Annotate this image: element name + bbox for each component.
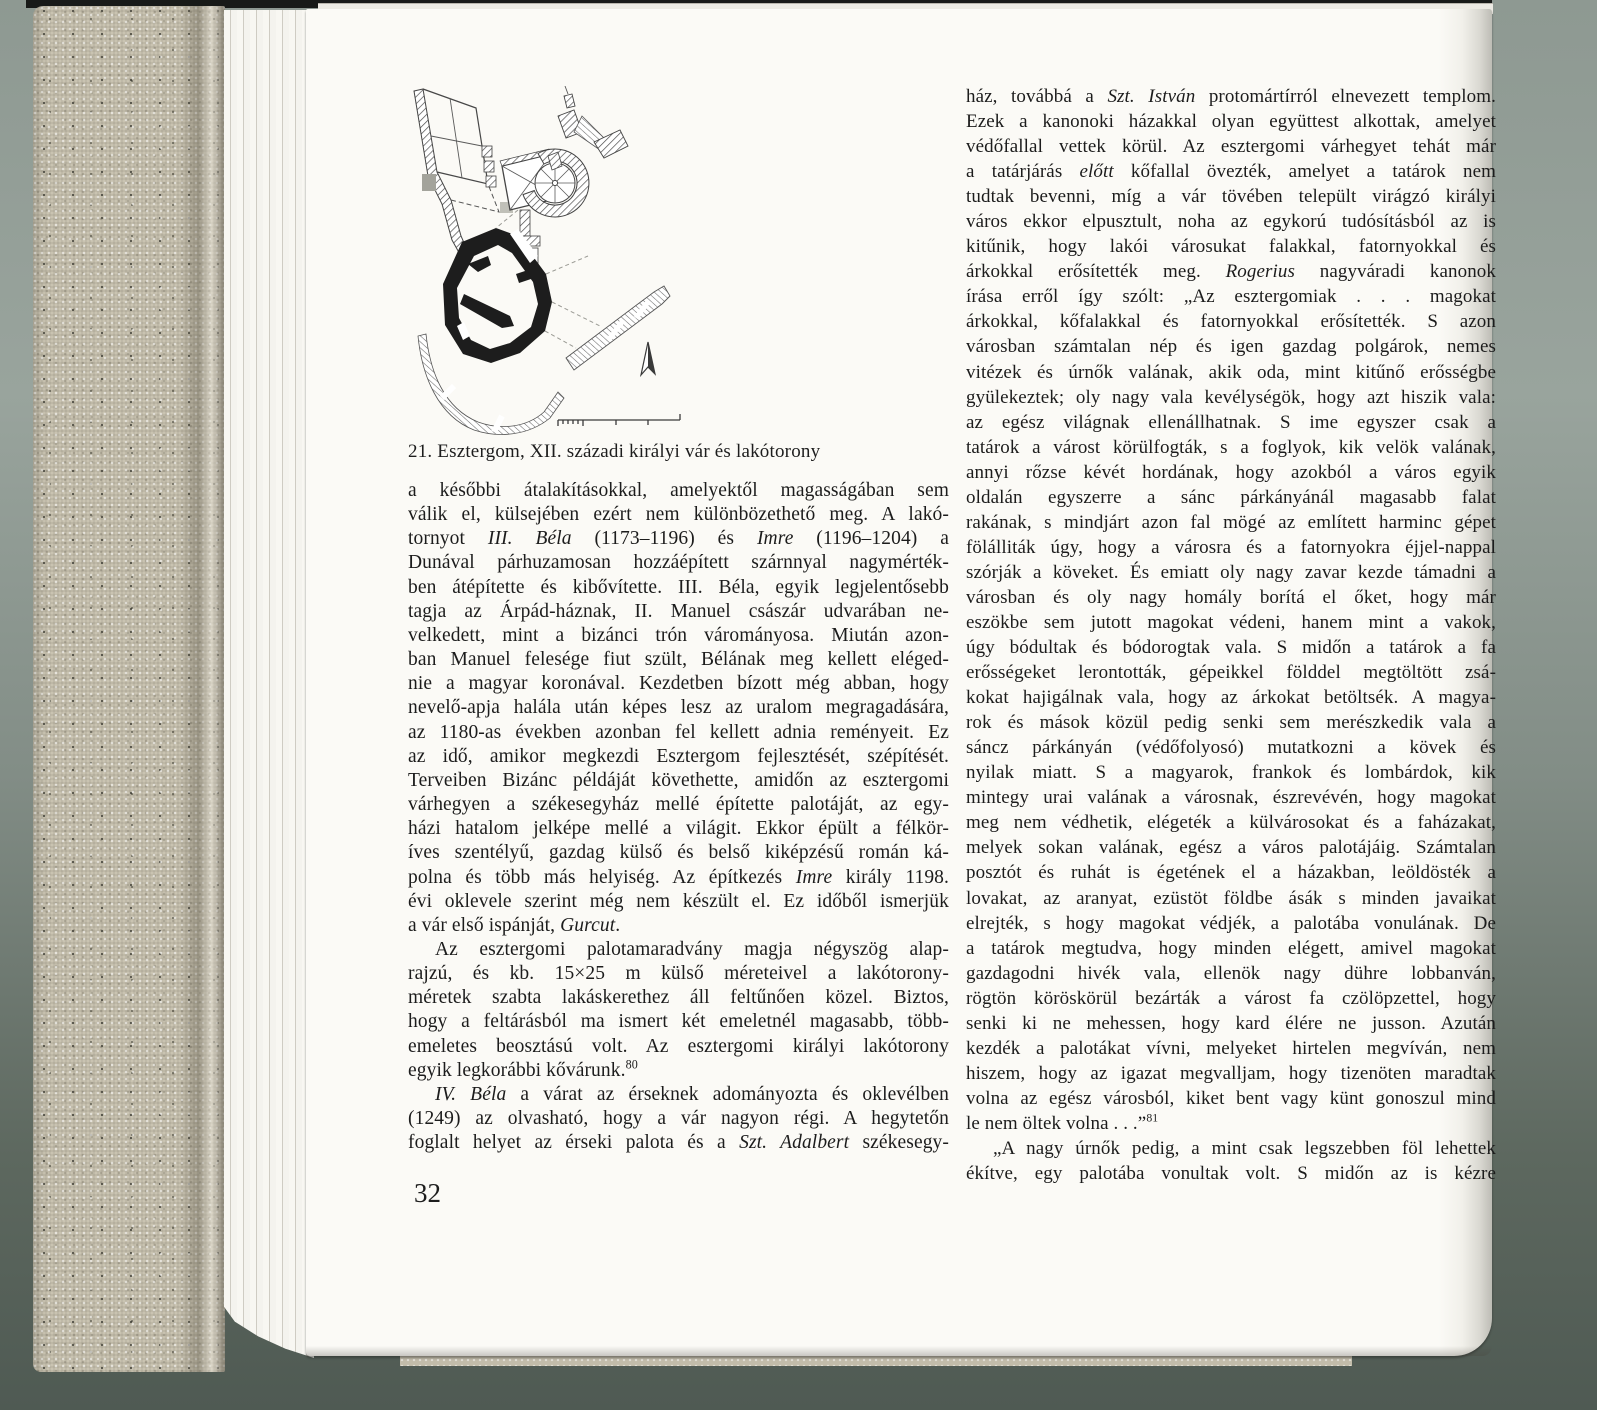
text-line: mintegy urai valának a városnak, észrevévén, hogy magokat bbox=[966, 787, 1496, 809]
text-line: városban számtalan nép és igen gazdag polgárok, nemes bbox=[966, 336, 1496, 358]
text-line: lovakat, az aranyat, ezüstöt földbe ásák s minden javaikat bbox=[966, 887, 1496, 909]
text-line: a későbbi átalakításokkal, amelyektől magasságában sem bbox=[408, 480, 949, 501]
text-line: Dunával párhuzamosan hozzáépített szárnnyal nagymérték- bbox=[408, 552, 949, 574]
text-line: ház, továbbá a Szt. István protomártírról elnevezett templom. bbox=[966, 86, 1496, 107]
scale-bar bbox=[558, 414, 680, 426]
text-line: az idő, amikor megkezdi Esztergom fejlesztését, szépítését. bbox=[408, 745, 949, 767]
text-line: oldalán egyszerre a sánc párkányánál magasabb falat bbox=[966, 486, 1496, 508]
text-line: IV. Béla a várat az érseknek adományozta és oklevélben bbox=[435, 1083, 949, 1105]
text-line: kokat hajigálnak vala, hogy az árkokat betöltsék. A magya- bbox=[966, 687, 1496, 709]
text-line: gyülekeztek; oly nagy vala kevélységök, hogy azt hiszik vala: bbox=[966, 386, 1496, 408]
text-line: velkedett, mint a bizánci trón várományosa. Miután azon- bbox=[408, 624, 949, 646]
text-line: szórják a köveket. És emiatt oly nagy zavar kezde támadni a bbox=[966, 561, 1496, 583]
floor-plan-drawing bbox=[398, 86, 708, 438]
text-line: annyi rőzse kévét hordának, hogy azokból a város egyik bbox=[966, 461, 1496, 483]
text-line: hogy a feltárásból ma ismert két emeletnél magasabb, több- bbox=[408, 1011, 949, 1033]
text-line: a tatárok megtudva, hogy minden elégett, amivel magokat bbox=[966, 937, 1496, 959]
text-line: válik el, külsejében ezért nem különbözethető meg. A lakó- bbox=[408, 504, 949, 526]
text-line: ékítve, egy palotába vonultak volt. S midőn az is kézre bbox=[966, 1163, 1496, 1185]
text-line: írása erről így szólt: „Az esztergomiak . . . magokat bbox=[966, 286, 1496, 308]
text-line: (1249) az olvasható, hogy a vár nagyon régi. A hegytetőn bbox=[408, 1108, 949, 1130]
text-line: volna az egész városból, kiket bent vagy künt gonoszul mind bbox=[966, 1087, 1496, 1109]
text-line: hiszem, hogy az igazat megvalljam, hogy tizenöten maradtak bbox=[966, 1062, 1496, 1084]
text-line: polna és több más helyiség. Az építkezés Imre király 1198. bbox=[408, 866, 950, 888]
text-line: melyek sokan valának, egész a város palotájáig. Számtalan bbox=[966, 837, 1496, 859]
text-line: erősségeket lerontották, gépeikkel földdel megtöltött zsá- bbox=[966, 662, 1496, 684]
text-line: gazdagodni hivék vala, ellenök nagy dühre lobbanván, bbox=[966, 962, 1496, 984]
text-line: árkokkal erősítették meg. Rogerius nagyváradi kanonok bbox=[966, 261, 1496, 283]
text-line: sáncz párkányán (védőfolyosó) mutatkozni a kövek és bbox=[966, 737, 1496, 759]
text-line: íves szentélyű, gazdag külső és belső kiképzésű román ká- bbox=[408, 842, 949, 864]
text-line: rok és mások közül pedig senki sem merészkedik vala a bbox=[966, 712, 1496, 734]
text-line: úgy bódultak és bódorogtak vala. S midőn a tatárok a fa bbox=[966, 637, 1496, 659]
figure-caption: 21. Esztergom, XII. századi királyi vár és lakótorony bbox=[408, 441, 821, 462]
text-line: a vár első ispánját, Gurcut. bbox=[408, 914, 621, 936]
left-text-column bbox=[408, 479, 949, 1155]
text-line: rakának, s mindjárt azon fal mögé az említett harminc gépet bbox=[966, 511, 1496, 533]
text-line: az egész világnak ellenállhatnak. S ime egyszer csak a bbox=[966, 411, 1496, 433]
text-line: foglalt helyet az érseki palota és a Szt. Adalbert székesegy- bbox=[408, 1132, 949, 1154]
text-line: tagja az Árpád-háznak, II. Manuel császár udvarában ne- bbox=[408, 600, 949, 622]
text-line: nevelő-apja halála után képes lesz az uralom megragadására, bbox=[408, 697, 949, 719]
text-line: „A nagy úrnők pedig, a mint csak legszebben föl lehettek bbox=[993, 1137, 1496, 1159]
text-line: nyilak miatt. S a magyarok, frankok és lombárdok, kik bbox=[966, 762, 1496, 784]
text-line: méretek szabta lakáskerethez áll feltűnően közel. Biztos, bbox=[408, 987, 949, 1009]
text-line: tornyot III. Béla (1173–1196) és Imre (1196–1204) a bbox=[408, 528, 949, 550]
text-line: fölálliták úgy, hogy a városra és a fatornyokra éjjel-nappal bbox=[966, 536, 1496, 558]
text-line: a tatárjárás előtt kőfallal övezték, amelyet a tatárok nem bbox=[966, 161, 1496, 183]
text-line: tudtak bevenni, míg a vár tövében települt virágzó királyi bbox=[966, 186, 1496, 208]
text-line: védőfallal vettek körül. Az esztergomi várhegyet tehát már bbox=[966, 136, 1496, 158]
text-line: senki ki ne mehessen, hogy kard élére ne jusson. Azután bbox=[966, 1012, 1496, 1034]
text-line: évi oklevele szerint még nem készült el. Ez időből ismerjük bbox=[408, 890, 949, 912]
text-line: kitűnik, hogy lakói városukat falakkal, fatornyokkal és bbox=[966, 236, 1496, 258]
text-line: Az esztergomi palotamaradvány magja négyszög alap- bbox=[435, 938, 949, 960]
text-line: tatárok a várost körülfogták, s a foglyok, kik velök valának, bbox=[966, 436, 1496, 458]
page-edge-stack bbox=[224, 10, 314, 1358]
text-line: egyik legkorábbi kővárunk.$^{80}$ bbox=[408, 1057, 638, 1081]
text-line: Ezek a kanonoki házakkal olyan együttest alkottak, amelyet bbox=[966, 111, 1496, 133]
text-line: rajzú, és kb. 15×25 m külső méreteivel a lakótorony- bbox=[408, 963, 949, 985]
text-line: árkokkal, kőfalakkal és fatornyokkal erősítették. S azon bbox=[966, 311, 1496, 333]
text-line: meg nem védhetik, elégeték a külvárosokat és a faházakat, bbox=[966, 812, 1496, 834]
page-number: 32 bbox=[414, 1178, 441, 1208]
text-line: le nem öltek volna . . .”$^{81}$ bbox=[966, 1111, 1159, 1134]
book-cloth-cover bbox=[33, 6, 225, 1372]
floor-plan-figure bbox=[398, 86, 708, 438]
text-line: elrejték, s hogy magokat védjék, a palotába vonulának. De bbox=[966, 912, 1496, 934]
text-line: várhegyen a székesegyház mellé építette palotáját, az egy- bbox=[408, 794, 949, 816]
text-line: vitézek és úrnők valának, akik oda, mint kitűnő erősségbe bbox=[966, 361, 1496, 383]
text-line: eszökbe sem jutott magokat védeni, hanem mint a vakok, bbox=[966, 611, 1496, 633]
right-text-column bbox=[966, 84, 1496, 1186]
text-line: emeletes beosztású volt. Az esztergomi királyi lakótorony bbox=[408, 1035, 949, 1057]
text-line: Terveiben Bizánc példáját követhette, amidőn az esztergomi bbox=[408, 769, 949, 791]
text-line: az 1180-as években azonban fel kellett adnia reményeit. Ez bbox=[408, 721, 949, 743]
text-line: posztót és ruhát is égetének el a házakban, leöldösték a bbox=[966, 862, 1496, 884]
text-line: ben átépítette és kibővítette. III. Béla, egyik legjelentősebb bbox=[408, 576, 949, 598]
text-line: házi hatalom jelképe mellé a világit. Ekkor épült a félkör- bbox=[408, 818, 949, 840]
text-line: városban és oly nagy homály borítá el őket, hogy már bbox=[966, 586, 1496, 608]
text-line: kezdék a palotákat vívni, melyeket hirtelen megvíván, nem bbox=[966, 1037, 1496, 1059]
text-line: nie a magyar koronával. Kezdetben bízott még abban, hogy bbox=[408, 673, 949, 695]
text-line: rögtön köröskörül bezárták a várost fa czölöpzettel, hogy bbox=[966, 987, 1496, 1009]
text-line: ban Manuel felesége fiut szült, Bélának meg kellett eléged- bbox=[408, 649, 949, 671]
text-line: város ekkor elpusztult, noha az egykorú tudósításból az is bbox=[966, 211, 1496, 233]
